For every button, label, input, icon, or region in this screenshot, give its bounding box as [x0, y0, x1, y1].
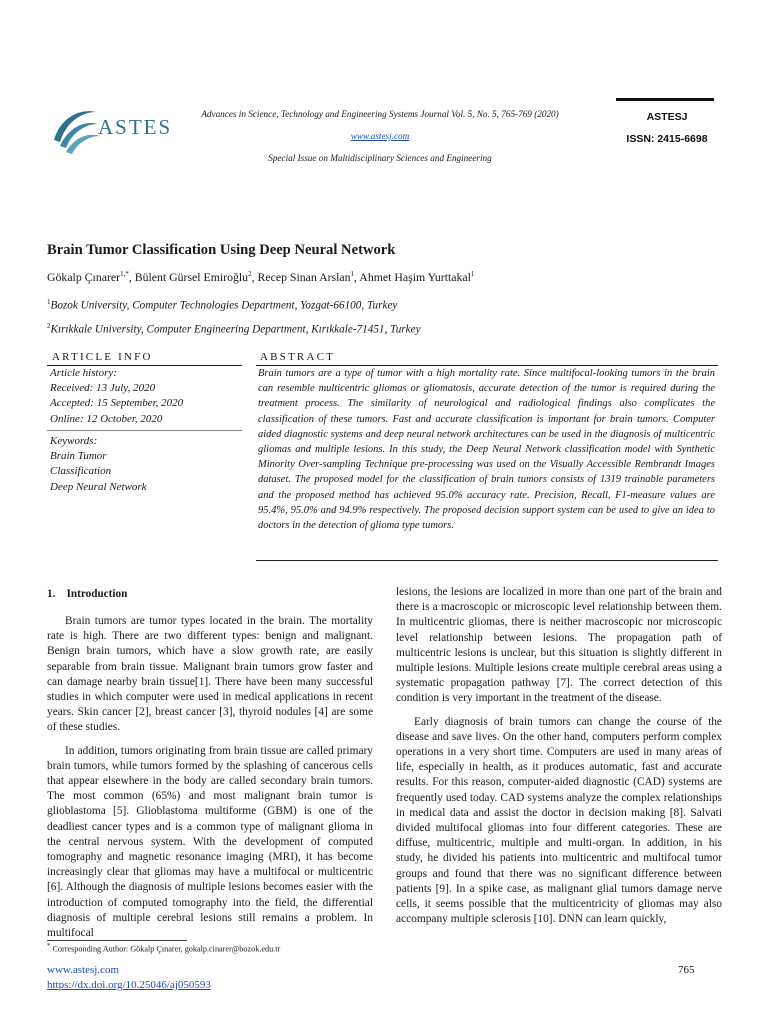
paragraph: In addition, tumors originating from brain tissue are called primary brain tumors, while tumors formed by the splashing of cancerous cells that appear elsewhere in the body are called secondary brain tumors. The most common (65%) and most malignant brain tumor is glioblastoma [5]. Glioblastoma multiforme (GBM) is one of the deadliest cancer types and is a common type of malignant glioma in the central nervous system. With the development of computed tomography and magnetic resonance imaging (MRI), it has become increasingly clear that gliomas may have a multifocal or multicentric [6]. Although the diagnosis of multiple lesions becomes easier with the introduction of computed tomography into the field, the differential diagnosis of multiple cerebral lesions still remains a problem. In multifocal [47, 744, 373, 940]
footnote [47, 943, 280, 954]
affiliation-text: Bozok University, Computer Technologies Department, Yozgat-66100, Turkey [50, 299, 398, 312]
divider [47, 430, 242, 431]
affiliation-sup: 2 [47, 322, 51, 330]
journal-header [180, 108, 580, 165]
journal-logo [50, 100, 180, 160]
article-history [50, 366, 183, 427]
affiliation [47, 322, 421, 336]
article-info-heading: ARTICLE INFO [52, 351, 153, 363]
footnote-text: Corresponding Author: Gökalp Çınarer, gokalp.cinarer@bozok.edu.tr [52, 944, 281, 954]
footer-website-link[interactable]: www.astesj.com [47, 964, 119, 976]
left-column [47, 614, 373, 949]
journal-line: Advances in Science, Technology and Engineering Systems Journal Vol. 5, No. 5, 765-769 (2020) [201, 109, 559, 119]
author-sup: 1 [350, 270, 355, 279]
footnote-divider [47, 940, 187, 941]
doi-link[interactable]: https://dx.doi.org/10.25046/aj050593 [47, 979, 211, 991]
journal-website-link[interactable]: www.astesj.com [350, 131, 410, 141]
paragraph: lesions, the lesions are localized in more than one part of the brain and there is a macroscopic or microscopic level relationship between them. In multicentric gliomas, there is neither macroscopic nor microscopic level relationship between lesions. The propagation path of multicentric lesions is unclear, but this situation is slightly different in multiple lesions. Multiple lesions create multiple cerebral areas using a systematic propagation pathway [7]. The correct detection of this condition is very important in the treatment of the disease. [396, 586, 722, 705]
affiliation-sup: 1 [47, 298, 51, 306]
divider [256, 560, 718, 561]
author-name: Gökalp Çınarer [47, 270, 121, 284]
journal-abbrev: ASTESJ [646, 111, 688, 123]
online-date: Online: 12 October, 2020 [50, 412, 163, 425]
abstract-text: Brain tumors are a type of tumor with a high mortality rate. Since multifocal-looking tumors in the brain can resemble multicentric gliomas or gliomatosis, accurate detection of the tumor is required during the treatment process. The similarity of neurological and radiological findings also complicates the classification of these tumors. Fast and accurate classification is important for brain tumors. Computer aided diagnostic systems and deep neural network architectures can be used in the diagnosis of multicentric gliomas and multiple lesions. In this study, the Deep Neural Network classification model with Synthetic Minority Over-sampling Technique pre-processing was used on the Visually Accessible Rembrandt Images dataset. The proposed model for the classification of brain tumors consists of 1319 trainable parameters and the proposed method has achieved 95.0% accuracy rate. Precision, Recall, F1-measure values are 95.4%, 95.0% and 94.9% respectively. The proposed decision support system can be used to give an idea to doctors in the detection of glioma type tumors. [258, 368, 715, 532]
header-bar [616, 98, 714, 101]
affiliation-text: Kırıkkale University, Computer Engineering Department, Kırıkkale-71451, Turkey [50, 323, 421, 336]
paper-title: Brain Tumor Classification Using Deep Neural Network [47, 242, 396, 258]
author-sup: 2 [248, 270, 252, 279]
issn: ISSN: 2415-6698 [626, 133, 708, 145]
page-number: 765 [678, 964, 695, 976]
special-issue: Special Issue on Multidisciplinary Sciences and Engineering [268, 153, 492, 163]
footnote-marker: * [47, 943, 51, 950]
abstract-heading: ABSTRACT [260, 351, 336, 363]
paragraph: Brain tumors are tumor types located in the brain. The mortality rate is high. There are two different types: benign and malignant. Benign brain tumors, which have a slow growth rate, are easily separable from brain tissue. Malignant brain tumors grow faster and can damage nearby brain tissue[1]. There have been many successful studies in which computer were used in medical applications in recent years. Skin cancer [2], breast cancer [3], thyroid nodules [4] are some of these studies. [47, 615, 373, 734]
author-name: Bülent Gürsel Emiroğlu [134, 270, 249, 284]
author-sup: 1 [470, 270, 475, 279]
author-name: Ahmet Haşim Yurttakal [359, 270, 471, 284]
affiliation [47, 298, 397, 312]
author-name: Recep Sinan Arslan [257, 270, 351, 284]
keyword: Deep Neural Network [50, 480, 147, 493]
section-heading: 1. Introduction [47, 588, 128, 600]
right-column [396, 585, 722, 935]
author-list: Gökalp Çınarer$^{1,*}$, Bülent Gürsel Emiroğlu$^2$, Recep Sinan Arslan$^1$, Ahmet Haşim Yurttakal$^1$ [47, 270, 475, 284]
paragraph: Early diagnosis of brain tumors can change the course of the disease and save lives. On the other hand, computers perform complex operations in a very short time. Computers are used in many areas of life, especially in health, as it produces automatic, fast and accurate results. For this reason, computer-aided diagnostic (CAD) systems are frequently used today. CAD systems analyze the complex relationships in medical data and assist the doctor in decision making [8]. Salvati divided multifocal gliomas into four different categories. These are diffuse, multicentric, multiple and multi-organ. In addition, in his study, he divided his patients into multicentric and multifocal tumor groups and found that there was no significant difference between patients [9]. In a spike case, as malignant glial tumors damage nerve cells, it seems possible that the multicentricity of gliomas may also accompany multiple sclerosis [10]. DNN can learn quickly, [396, 715, 722, 926]
journal-id-block [612, 98, 722, 145]
astes-wave-logo-icon [50, 100, 100, 156]
keywords-block [50, 434, 147, 495]
keywords-label: Keywords: [50, 435, 98, 447]
keyword: Classification [50, 465, 112, 478]
received-date: Received: 13 July, 2020 [50, 382, 156, 395]
accepted-date: Accepted: 15 September, 2020 [50, 397, 184, 410]
logo-text: ASTES [98, 115, 173, 139]
history-label: Article history: [50, 367, 117, 379]
keyword: Brain Tumor [50, 450, 107, 463]
author-sup: 1,* [120, 270, 129, 279]
